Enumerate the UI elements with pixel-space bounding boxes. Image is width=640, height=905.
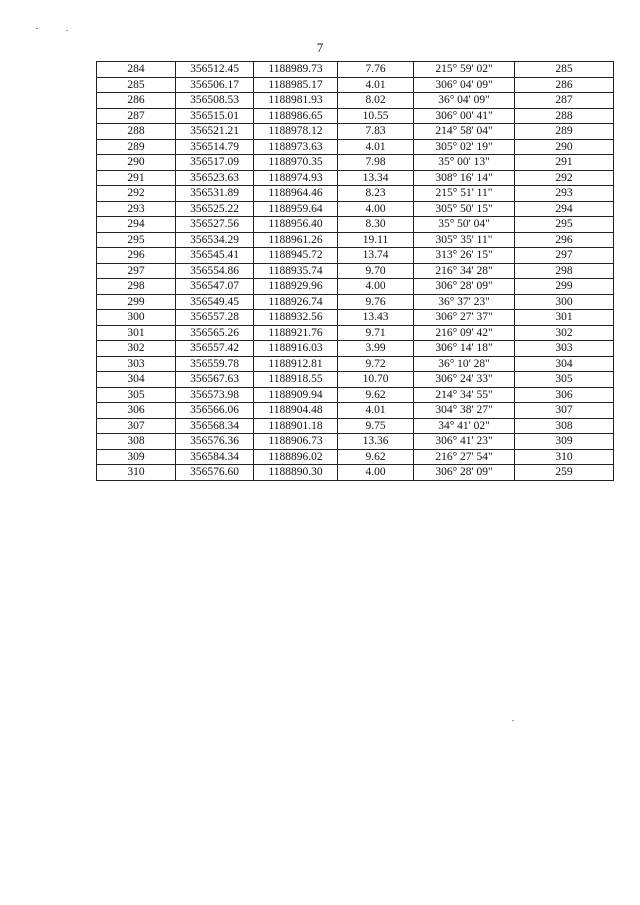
x-coordinate-cell: 356534.29 [176, 232, 254, 248]
bearing-cell: 216° 34' 28" [414, 263, 515, 279]
x-coordinate-cell: 356523.63 [176, 170, 254, 186]
bearing-cell: 306° 04' 09" [414, 77, 515, 93]
distance-cell: 10.70 [338, 372, 414, 388]
next-point-cell: 288 [515, 108, 614, 124]
next-point-cell: 300 [515, 294, 614, 310]
point-number-cell: 296 [97, 248, 176, 264]
y-coordinate-cell: 1188906.73 [254, 434, 338, 450]
distance-cell: 9.72 [338, 356, 414, 372]
point-number-cell: 302 [97, 341, 176, 357]
x-coordinate-cell: 356549.45 [176, 294, 254, 310]
x-coordinate-cell: 356517.09 [176, 155, 254, 171]
y-coordinate-cell: 1188929.96 [254, 279, 338, 295]
x-coordinate-cell: 356508.53 [176, 93, 254, 109]
point-number-cell: 285 [97, 77, 176, 93]
bearing-cell: 36° 37' 23" [414, 294, 515, 310]
distance-cell: 9.62 [338, 449, 414, 465]
next-point-cell: 298 [515, 263, 614, 279]
y-coordinate-cell: 1188896.02 [254, 449, 338, 465]
table-row [97, 403, 614, 419]
next-point-cell: 305 [515, 372, 614, 388]
next-point-cell: 296 [515, 232, 614, 248]
page-number: 7 [316, 40, 324, 55]
y-coordinate-cell: 1188956.40 [254, 217, 338, 233]
point-number-cell: 309 [97, 449, 176, 465]
x-coordinate-cell: 356576.36 [176, 434, 254, 450]
distance-cell: 4.00 [338, 279, 414, 295]
bearing-cell: 305° 02' 19" [414, 139, 515, 155]
y-coordinate-cell: 1188921.76 [254, 325, 338, 341]
table-row [97, 139, 614, 155]
next-point-cell: 301 [515, 310, 614, 326]
next-point-cell: 306 [515, 387, 614, 403]
point-number-cell: 288 [97, 124, 176, 140]
y-coordinate-cell: 1188964.46 [254, 186, 338, 202]
next-point-cell: 310 [515, 449, 614, 465]
bearing-cell: 305° 50' 15" [414, 201, 515, 217]
table-row [97, 186, 614, 202]
bearing-cell: 36° 04' 09" [414, 93, 515, 109]
table-row [97, 356, 614, 372]
x-coordinate-cell: 356567.63 [176, 372, 254, 388]
table-row [97, 217, 614, 233]
y-coordinate-cell: 1188945.72 [254, 248, 338, 264]
point-number-cell: 307 [97, 418, 176, 434]
y-coordinate-cell: 1188970.35 [254, 155, 338, 171]
scan-speck [66, 30, 68, 31]
table-row [97, 465, 614, 481]
point-number-cell: 290 [97, 155, 176, 171]
x-coordinate-cell: 356525.22 [176, 201, 254, 217]
distance-cell: 7.76 [338, 62, 414, 78]
next-point-cell: 303 [515, 341, 614, 357]
x-coordinate-cell: 356584.34 [176, 449, 254, 465]
y-coordinate-cell: 1188932.56 [254, 310, 338, 326]
distance-cell: 10.55 [338, 108, 414, 124]
bearing-cell: 304° 38' 27" [414, 403, 515, 419]
bearing-cell: 313° 26' 15" [414, 248, 515, 264]
distance-cell: 13.34 [338, 170, 414, 186]
distance-cell: 8.02 [338, 93, 414, 109]
bearing-cell: 306° 27' 37" [414, 310, 515, 326]
bearing-cell: 214° 58' 04" [414, 124, 515, 140]
next-point-cell: 294 [515, 201, 614, 217]
bearing-cell: 306° 28' 09" [414, 279, 515, 295]
table-row [97, 325, 614, 341]
scan-speck [512, 720, 514, 721]
point-number-cell: 298 [97, 279, 176, 295]
y-coordinate-cell: 1188959.64 [254, 201, 338, 217]
next-point-cell: 307 [515, 403, 614, 419]
next-point-cell: 309 [515, 434, 614, 450]
y-coordinate-cell: 1188974.93 [254, 170, 338, 186]
y-coordinate-cell: 1188912.81 [254, 356, 338, 372]
bearing-cell: 34° 41' 02" [414, 418, 515, 434]
point-number-cell: 305 [97, 387, 176, 403]
table-row [97, 108, 614, 124]
table-row [97, 62, 614, 78]
point-number-cell: 291 [97, 170, 176, 186]
point-number-cell: 310 [97, 465, 176, 481]
table-row [97, 155, 614, 171]
next-point-cell: 297 [515, 248, 614, 264]
bearing-cell: 306° 41' 23" [414, 434, 515, 450]
point-number-cell: 301 [97, 325, 176, 341]
y-coordinate-cell: 1188909.94 [254, 387, 338, 403]
y-coordinate-cell: 1188904.48 [254, 403, 338, 419]
table-row [97, 449, 614, 465]
point-number-cell: 308 [97, 434, 176, 450]
x-coordinate-cell: 356531.89 [176, 186, 254, 202]
next-point-cell: 289 [515, 124, 614, 140]
table-row [97, 248, 614, 264]
distance-cell: 4.01 [338, 77, 414, 93]
distance-cell: 9.71 [338, 325, 414, 341]
y-coordinate-cell: 1188916.03 [254, 341, 338, 357]
y-coordinate-cell: 1188985.17 [254, 77, 338, 93]
table-row [97, 372, 614, 388]
distance-cell: 3.99 [338, 341, 414, 357]
y-coordinate-cell: 1188973.63 [254, 139, 338, 155]
x-coordinate-cell: 356512.45 [176, 62, 254, 78]
y-coordinate-cell: 1188918.55 [254, 372, 338, 388]
table-row [97, 294, 614, 310]
point-number-cell: 299 [97, 294, 176, 310]
y-coordinate-cell: 1188926.74 [254, 294, 338, 310]
x-coordinate-cell: 356527.56 [176, 217, 254, 233]
point-number-cell: 287 [97, 108, 176, 124]
point-number-cell: 293 [97, 201, 176, 217]
point-number-cell: 292 [97, 186, 176, 202]
next-point-cell: 293 [515, 186, 614, 202]
next-point-cell: 287 [515, 93, 614, 109]
y-coordinate-cell: 1188978.12 [254, 124, 338, 140]
table-row [97, 232, 614, 248]
table-row [97, 279, 614, 295]
table-row [97, 310, 614, 326]
table-row [97, 341, 614, 357]
table-row [97, 263, 614, 279]
bearing-cell: 306° 14' 18" [414, 341, 515, 357]
next-point-cell: 291 [515, 155, 614, 171]
table-row [97, 77, 614, 93]
distance-cell: 7.83 [338, 124, 414, 140]
distance-cell: 9.76 [338, 294, 414, 310]
y-coordinate-cell: 1188901.18 [254, 418, 338, 434]
point-number-cell: 286 [97, 93, 176, 109]
point-number-cell: 304 [97, 372, 176, 388]
bearing-cell: 216° 09' 42" [414, 325, 515, 341]
next-point-cell: 304 [515, 356, 614, 372]
next-point-cell: 302 [515, 325, 614, 341]
scan-speck [36, 28, 38, 29]
y-coordinate-cell: 1188890.30 [254, 465, 338, 481]
next-point-cell: 285 [515, 62, 614, 78]
point-number-cell: 295 [97, 232, 176, 248]
x-coordinate-cell: 356557.42 [176, 341, 254, 357]
y-coordinate-cell: 1188935.74 [254, 263, 338, 279]
distance-cell: 4.00 [338, 201, 414, 217]
x-coordinate-cell: 356521.21 [176, 124, 254, 140]
distance-cell: 8.30 [338, 217, 414, 233]
bearing-cell: 306° 28' 09" [414, 465, 515, 481]
distance-cell: 9.62 [338, 387, 414, 403]
y-coordinate-cell: 1188981.93 [254, 93, 338, 109]
bearing-cell: 215° 59' 02" [414, 62, 515, 78]
table-row [97, 201, 614, 217]
coordinates-table-body [97, 62, 614, 481]
bearing-cell: 305° 35' 11" [414, 232, 515, 248]
bearing-cell: 215° 51' 11" [414, 186, 515, 202]
table-row [97, 124, 614, 140]
distance-cell: 9.70 [338, 263, 414, 279]
distance-cell: 4.00 [338, 465, 414, 481]
x-coordinate-cell: 356557.28 [176, 310, 254, 326]
distance-cell: 13.36 [338, 434, 414, 450]
x-coordinate-cell: 356545.41 [176, 248, 254, 264]
next-point-cell: 299 [515, 279, 614, 295]
table-row [97, 387, 614, 403]
point-number-cell: 303 [97, 356, 176, 372]
table-row [97, 418, 614, 434]
bearing-cell: 306° 00' 41" [414, 108, 515, 124]
bearing-cell: 216° 27' 54" [414, 449, 515, 465]
table-row [97, 93, 614, 109]
bearing-cell: 36° 10' 28" [414, 356, 515, 372]
x-coordinate-cell: 356554.86 [176, 263, 254, 279]
next-point-cell: 308 [515, 418, 614, 434]
next-point-cell: 259 [515, 465, 614, 481]
x-coordinate-cell: 356515.01 [176, 108, 254, 124]
bearing-cell: 214° 34' 55" [414, 387, 515, 403]
distance-cell: 7.98 [338, 155, 414, 171]
next-point-cell: 290 [515, 139, 614, 155]
distance-cell: 8.23 [338, 186, 414, 202]
x-coordinate-cell: 356573.98 [176, 387, 254, 403]
point-number-cell: 297 [97, 263, 176, 279]
y-coordinate-cell: 1188986.65 [254, 108, 338, 124]
coordinates-table [96, 61, 614, 481]
x-coordinate-cell: 356576.60 [176, 465, 254, 481]
next-point-cell: 286 [515, 77, 614, 93]
distance-cell: 13.74 [338, 248, 414, 264]
distance-cell: 19.11 [338, 232, 414, 248]
bearing-cell: 35° 00' 13" [414, 155, 515, 171]
point-number-cell: 289 [97, 139, 176, 155]
table-row [97, 170, 614, 186]
x-coordinate-cell: 356514.79 [176, 139, 254, 155]
point-number-cell: 284 [97, 62, 176, 78]
x-coordinate-cell: 356547.07 [176, 279, 254, 295]
x-coordinate-cell: 356568.34 [176, 418, 254, 434]
point-number-cell: 294 [97, 217, 176, 233]
distance-cell: 4.01 [338, 403, 414, 419]
x-coordinate-cell: 356566.06 [176, 403, 254, 419]
distance-cell: 13.43 [338, 310, 414, 326]
distance-cell: 4.01 [338, 139, 414, 155]
x-coordinate-cell: 356565.26 [176, 325, 254, 341]
bearing-cell: 308° 16' 14" [414, 170, 515, 186]
x-coordinate-cell: 356559.78 [176, 356, 254, 372]
distance-cell: 9.75 [338, 418, 414, 434]
table-row [97, 434, 614, 450]
next-point-cell: 292 [515, 170, 614, 186]
point-number-cell: 300 [97, 310, 176, 326]
point-number-cell: 306 [97, 403, 176, 419]
y-coordinate-cell: 1188989.73 [254, 62, 338, 78]
bearing-cell: 35° 50' 04" [414, 217, 515, 233]
x-coordinate-cell: 356506.17 [176, 77, 254, 93]
bearing-cell: 306° 24' 33" [414, 372, 515, 388]
y-coordinate-cell: 1188961.26 [254, 232, 338, 248]
next-point-cell: 295 [515, 217, 614, 233]
